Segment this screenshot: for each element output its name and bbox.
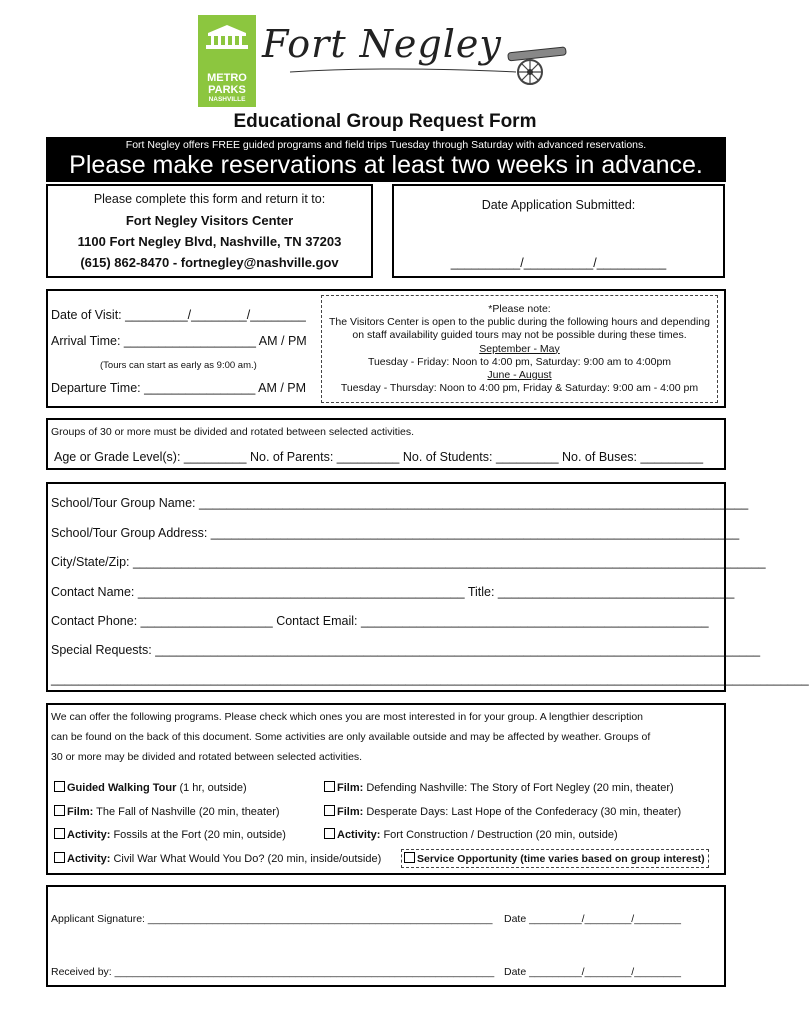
logo-text-parks: PARKS	[208, 84, 246, 96]
date-submitted-box	[392, 184, 725, 278]
checkbox[interactable]	[404, 852, 415, 863]
season-june-aug: June - August	[487, 369, 552, 382]
applicant-date-field[interactable]: Date _________/________/________	[504, 913, 681, 925]
programs-intro-line1: We can offer the following programs. Please check which ones you are most interested in for your group. A lengthier description	[51, 711, 644, 723]
checkbox[interactable]	[54, 828, 65, 839]
metro-parks-logo	[198, 15, 256, 107]
banner-subtext: Fort Negley offers FREE guided programs and field trips Tuesday through Saturday with advanced reservations.	[125, 139, 647, 151]
school-address-field[interactable]: School/Tour Group Address: ____________________________________________________________________________	[51, 526, 740, 540]
hours-sept-may: Tuesday - Friday: Noon to 4:00 pm, Saturday: 9:00 am to 4:00pm	[367, 355, 672, 368]
contact-phone-email-field[interactable]: Contact Phone: ___________________ Contact Email: __________________________________________________	[51, 614, 709, 628]
title-underline-swash	[288, 64, 518, 78]
cannon-icon	[500, 42, 570, 88]
departure-time-field[interactable]: Departure Time: ________________ AM / PM	[51, 381, 307, 395]
group-size-box	[46, 418, 726, 470]
program-option-walking-tour[interactable]: Guided Walking Tour (1 hr, outside)	[54, 781, 247, 794]
programs-intro-line2: can be found on the back of this document. Some activities are only available outside and may be affected by weather. Groups of	[51, 731, 651, 743]
school-info-box	[46, 482, 809, 692]
visitors-center-contact: (615) 862-8470 - fortnegley@nashville.gov	[80, 255, 339, 270]
visitors-center-name: Fort Negley Visitors Center	[125, 213, 294, 228]
hours-note-box	[321, 295, 718, 403]
special-requests-field[interactable]: Special Requests: _______________________________________________________________________________________	[51, 643, 761, 657]
program-option-film-desperate-days[interactable]: Film: Desperate Days: Last Hope of the Confederacy (30 min, theater)	[324, 805, 681, 818]
checkbox[interactable]	[54, 852, 65, 863]
received-date-field[interactable]: Date _________/________/________	[504, 966, 681, 978]
hours-note-line2: on staff availability guided tours may not be possible during these times.	[352, 329, 687, 342]
capitol-building-icon	[204, 23, 250, 53]
group-count-fields[interactable]: Age or Grade Level(s): _________ No. of Parents: _________ No. of Students: _________ No. of Buses: _________	[54, 450, 704, 464]
contact-box	[46, 184, 373, 278]
logo-text-metro: METRO	[207, 72, 247, 84]
tours-start-note: (Tours can start as early as 9:00 am.)	[100, 360, 257, 371]
groups-rotation-note: Groups of 30 or more must be divided and rotated between selected activities.	[51, 426, 415, 438]
program-option-fossils[interactable]: Activity: Fossils at the Fort (20 min, outside)	[54, 828, 286, 841]
hours-note-heading: *Please note:	[488, 303, 551, 315]
program-option-film-fall-of-nashville[interactable]: Film: The Fall of Nashville (20 min, theater)	[54, 805, 280, 818]
season-sept-may: September - May	[479, 342, 560, 355]
reservation-banner	[46, 137, 726, 182]
checkbox[interactable]	[324, 828, 335, 839]
checkbox[interactable]	[54, 781, 65, 792]
applicant-signature-field[interactable]: Applicant Signature: ___________________________________________________________	[51, 913, 493, 925]
visitors-center-address: 1100 Fort Negley Blvd, Nashville, TN 37203	[77, 234, 342, 249]
date-submitted-field[interactable]: __________/__________/__________	[450, 256, 667, 270]
special-requests-extra-line[interactable]: _____________________________________________________________________________________________________________	[51, 672, 809, 686]
received-by-field[interactable]: Received by: _________________________________________________________________	[51, 966, 495, 978]
contact-instruction: Please complete this form and return it to:	[93, 192, 326, 206]
program-option-what-would-you-do[interactable]: Activity: Civil War What Would You Do? (20 min, inside/outside)	[54, 852, 381, 865]
checkbox[interactable]	[54, 805, 65, 816]
banner-headline: Please make reservations at least two weeks in advance.	[69, 151, 703, 179]
program-option-film-defending-nashville[interactable]: Film: Defending Nashville: The Story of Fort Negley (20 min, theater)	[324, 781, 674, 794]
signature-box	[46, 885, 726, 987]
contact-name-field[interactable]: Contact Name: _______________________________________________ Title: __________________________________	[51, 585, 735, 599]
checkbox[interactable]	[324, 805, 335, 816]
date-submitted-label: Date Application Submitted:	[481, 198, 636, 212]
date-of-visit-field[interactable]: Date of Visit: _________/________/________	[51, 308, 306, 322]
hours-note-line1: The Visitors Center is open to the public during the following hours and depending	[329, 316, 710, 329]
visit-details-box	[46, 289, 726, 408]
arrival-time-field[interactable]: Arrival Time: ___________________ AM / PM	[51, 334, 307, 348]
site-name: Fort Negley	[262, 22, 502, 66]
programs-intro-line3: 30 or more may be divided and rotated between selected activities.	[51, 751, 363, 763]
checkbox[interactable]	[324, 781, 335, 792]
city-state-zip-field[interactable]: City/State/Zip: ___________________________________________________________________________________________	[51, 555, 766, 569]
logo-text-nashville: NASHVILLE	[208, 96, 246, 103]
school-name-field[interactable]: School/Tour Group Name: _______________________________________________________________________________	[51, 496, 749, 510]
programs-box	[46, 703, 726, 875]
program-option-fort-construction[interactable]: Activity: Fort Construction / Destruction (20 min, outside)	[324, 828, 618, 841]
hours-june-aug: Tuesday - Thursday: Noon to 4:00 pm, Friday & Saturday: 9:00 am - 4:00 pm	[340, 382, 699, 395]
form-title: Educational Group Request Form	[233, 111, 537, 132]
program-option-service-opportunity[interactable]: Service Opportunity (time varies based on group interest)	[401, 849, 709, 868]
